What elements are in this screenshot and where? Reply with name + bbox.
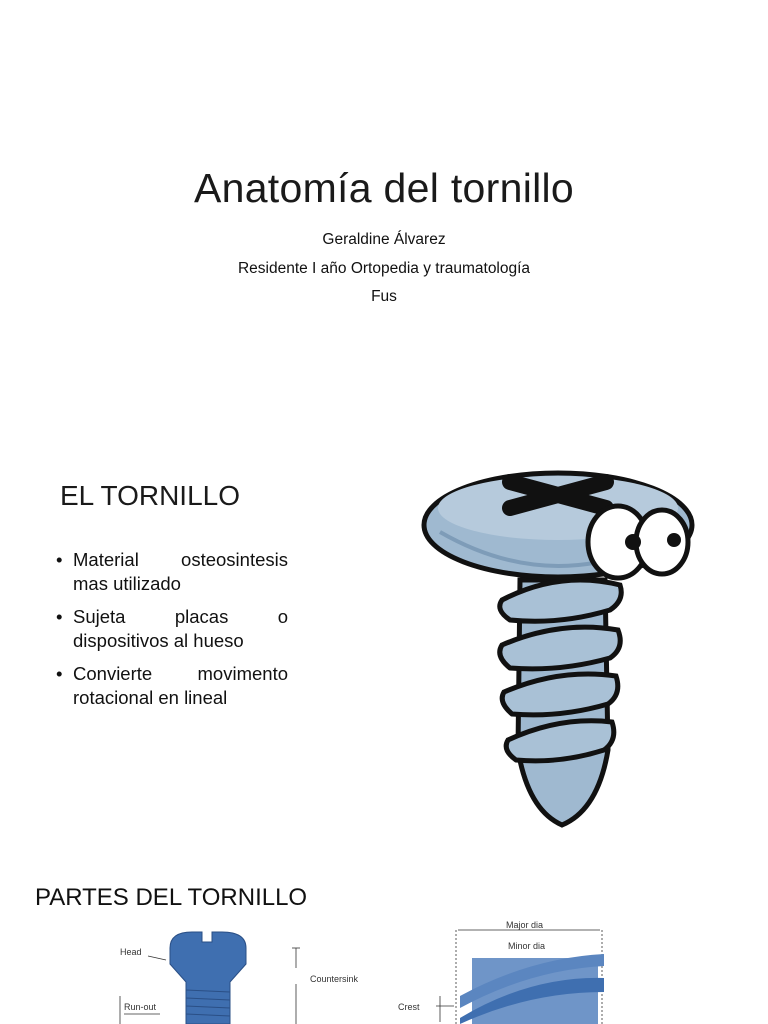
bullet-item — [56, 662, 288, 710]
author-institution: Fus — [371, 288, 397, 305]
section-heading: PARTES DEL TORNILLO — [35, 884, 308, 911]
thread-diagram — [390, 918, 620, 1024]
author-role: Residente I año Ortopedia y traumatología — [237, 260, 531, 277]
partes-slide — [0, 860, 768, 1024]
cartoon-screw-icon — [420, 450, 710, 830]
label-run-out: Run-out — [124, 1002, 157, 1012]
cartoon-screw-image — [420, 450, 710, 830]
section-heading: EL TORNILLO — [60, 480, 241, 511]
label-major-dia: Major dia — [506, 920, 544, 930]
bullet-list — [56, 548, 288, 719]
slide-title: Anatomía del tornillo — [193, 165, 575, 211]
label-head: Head — [120, 947, 142, 957]
label-countersink: Countersink — [310, 974, 359, 984]
bullet-icon: • — [56, 549, 63, 570]
el-tornillo-slide — [0, 420, 768, 860]
label-minor-dia: Minor dia — [508, 941, 546, 951]
screw-head-diagram — [110, 922, 390, 1024]
title-slide — [0, 0, 768, 420]
label-crest: Crest — [398, 1002, 420, 1012]
bullet-text: Sujeta placas o dispositivos al hueso — [73, 606, 288, 651]
bullet-icon: • — [56, 663, 63, 684]
bullet-text: Material osteosintesis mas utilizado — [73, 549, 288, 594]
bullet-item — [56, 605, 288, 653]
bullet-text: Convierte movimento rotacional en lineal — [73, 663, 288, 708]
bullet-icon: • — [56, 606, 63, 627]
bullet-item — [56, 548, 288, 596]
author-name: Geraldine Álvarez — [322, 231, 446, 248]
